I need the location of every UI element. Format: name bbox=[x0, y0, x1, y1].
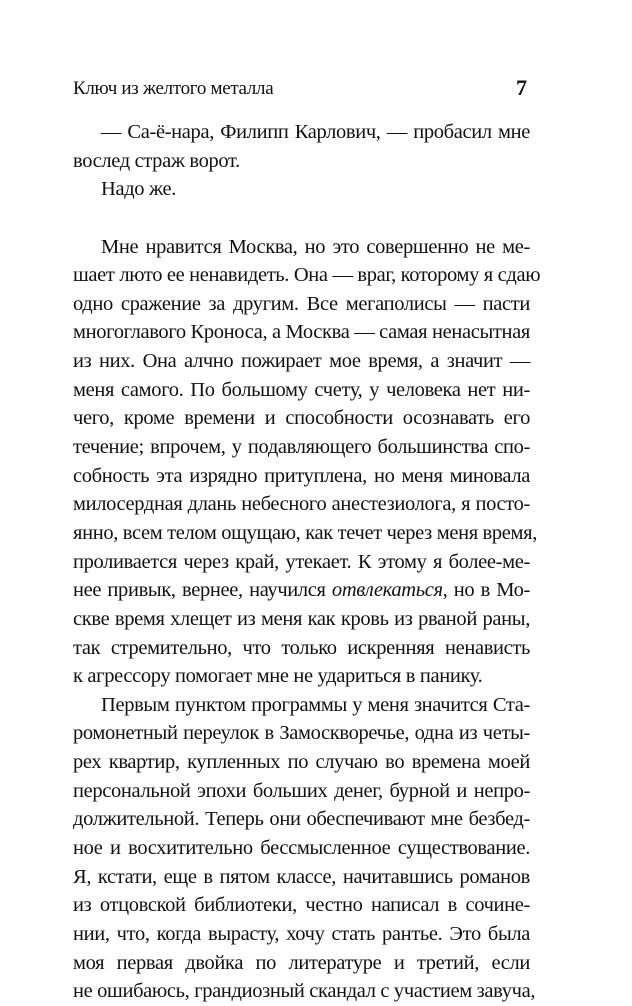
text-line: — Са-ё-нара, Филипп Карлович, — пробасил мне bbox=[101, 121, 530, 143]
text-line: янно, всем телом ощущаю, как течет через меня время, bbox=[73, 521, 538, 544]
text-line: шает люто ее ненавидеть. Она — враг, которому я сдаю bbox=[73, 264, 541, 287]
text-segment: , но в Мо- bbox=[442, 579, 530, 602]
text-line: моя первая двойка по литературе и третий, если bbox=[73, 951, 530, 974]
text-line: одно сражение за другим. Все мегаполисы — пасти bbox=[73, 292, 530, 315]
body-text bbox=[73, 118, 541, 1006]
text-line: к агрессору помогает мне не удариться в панику. bbox=[73, 665, 483, 688]
text-line: милосердная длань небесного анестезиолога, я посто- bbox=[73, 493, 530, 516]
text-line: Я, кстати, еще в пятом классе, начитавшись романов bbox=[73, 865, 530, 888]
italic-emphasis: отвлекаться bbox=[331, 579, 443, 602]
text-line: не ошибаюсь, грандиозный скандал с участием завуча, bbox=[73, 980, 536, 1003]
text-line bbox=[73, 576, 530, 605]
text-line: чего, кроме времени и способности осознавать его bbox=[73, 407, 530, 430]
text-line: Мне нравится Москва, но это совершенно не ме- bbox=[101, 235, 530, 258]
text-line: собность эта изрядно притуплена, но меня миновала bbox=[73, 464, 530, 487]
text-line: из них. Она алчно пожирает мое время, а значит — bbox=[73, 350, 530, 373]
text-line: ное и восхитительно бессмысленное существование. bbox=[73, 837, 530, 860]
text-line: многоглавого Кроноса, а Москва — самая ненасытная bbox=[73, 321, 530, 344]
text-line: персональной эпохи больших денег, бурной и непро- bbox=[73, 779, 530, 802]
text-segment: нее привык, вернее, научился bbox=[73, 579, 332, 602]
paragraph-gap bbox=[73, 204, 530, 233]
text-line: вослед страж ворот. bbox=[73, 149, 240, 172]
text-line: нии, что, когда вырасту, хочу стать рантье. Это была bbox=[73, 922, 530, 945]
running-title: Ключ из желтого металла bbox=[73, 78, 274, 99]
text-line: скве время хлещет из меня как кровь из рваной раны, bbox=[73, 607, 530, 630]
text-line: рех квартир, купленных по случаю во времена моей bbox=[73, 751, 530, 774]
text-line: ромонетный переулок в Замоскворечье, одна из четы- bbox=[73, 722, 530, 745]
text-line: меня самого. По большому счету, у человека нет ни- bbox=[73, 378, 530, 401]
text-line: Надо же. bbox=[101, 178, 177, 201]
running-head bbox=[73, 75, 527, 104]
text-line: должительной. Теперь они обеспечивают мне безбед- bbox=[73, 808, 530, 831]
text-line: из отцовской библиотеки, честно написал в сочине- bbox=[73, 894, 530, 917]
text-line: проливается через край, утекает. К этому я более-ме- bbox=[73, 550, 530, 573]
text-line: течение; впрочем, у подавляющего большинства спо- bbox=[73, 436, 530, 459]
text-line: Первым пунктом программы у меня значится Ста- bbox=[101, 693, 530, 716]
page-number: 7 bbox=[516, 75, 527, 100]
text-line: так стремительно, что только искренняя ненависть bbox=[73, 636, 530, 659]
